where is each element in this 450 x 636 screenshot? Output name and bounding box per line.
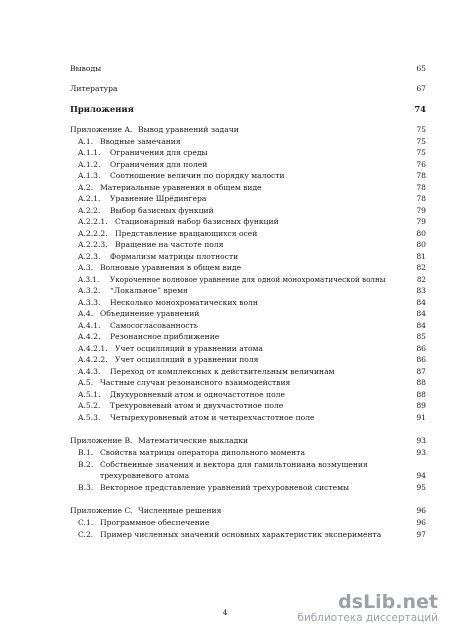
toc-entry-title: Объединение уравнений <box>100 309 200 318</box>
toc-entry-number: B.1. <box>78 448 94 457</box>
toc-entry-title: Укороченное волновое уравнение для одной монохроматической волны <box>110 275 386 284</box>
toc-entry-number: A.5. <box>78 378 94 387</box>
toc-entry-title: Четырехуровневый атом и четырехчастотное поле <box>110 413 315 422</box>
toc-entry-page: 96 <box>416 518 426 527</box>
toc-entry-number: A.4.1. <box>78 321 101 330</box>
toc-entry-number: A.1.3. <box>78 171 101 180</box>
toc-entry-number: A.4.3. <box>78 367 101 376</box>
toc-entry-number: A.1.2. <box>78 160 101 169</box>
toc-entry-number: A.4.2. <box>78 332 101 341</box>
toc-entry-number: A.2.2.2. <box>78 229 108 238</box>
toc-entry-number: A.2.2. <box>78 206 101 215</box>
page-number: 4 <box>222 608 228 617</box>
toc-entry-title: Вращение на частоте поля <box>115 240 224 249</box>
toc-entry-title: Вводные замечания <box>100 137 181 146</box>
toc-entry-page: 76 <box>416 160 426 169</box>
toc-entry <box>0 320 450 331</box>
toc-entry-page: 82 <box>416 275 426 284</box>
toc-entry-number: A.1.1. <box>78 148 101 157</box>
toc-entry-number: C.1. <box>78 518 94 527</box>
toc-entry <box>0 447 450 458</box>
toc-entry-page: 84 <box>416 309 426 318</box>
toc-entry <box>0 182 450 193</box>
toc-entry-title: Волновые уравнения в общем виде <box>100 263 242 272</box>
toc-entry-page: 95 <box>416 483 426 492</box>
toc-entry-page: 93 <box>416 448 426 457</box>
toc-entry <box>0 354 450 365</box>
toc-entry <box>0 170 450 181</box>
toc-entry-page: 86 <box>416 355 426 364</box>
toc-entry-page: 65 <box>416 64 426 73</box>
toc-entry <box>0 147 450 158</box>
toc-entry-page: 96 <box>416 506 426 515</box>
toc-entry-title: Выводы <box>70 64 102 73</box>
toc-entry-number: A.4.2.2. <box>78 355 108 364</box>
toc-entry-page: 67 <box>416 84 426 93</box>
toc-entry-number: A.3.1. <box>78 275 100 284</box>
toc-entry-title: Выбор базисных функций <box>110 206 214 215</box>
toc-entry-title: Представление вращающихся осей <box>115 229 258 238</box>
toc-entry <box>0 400 450 411</box>
toc-entry-title: Уравнение Шрёдингера <box>110 194 207 203</box>
toc-entry-page: 78 <box>416 194 426 203</box>
toc-entry-title: Программное обеспечение <box>100 518 210 527</box>
toc-entry-number: A.5.3. <box>78 413 101 422</box>
toc-entry-title: Ограничения для полей <box>110 160 208 169</box>
toc-entry <box>0 262 450 273</box>
toc-entry-title: “Локальное” время <box>110 286 188 295</box>
toc-entry <box>0 159 450 170</box>
watermark-logo: dsLib.net <box>338 591 438 613</box>
toc-entry-title: Стационарный набор базисных функций <box>115 217 279 226</box>
toc-entry-number: C.2. <box>78 530 94 539</box>
toc-entry <box>0 529 450 540</box>
toc-entry-title: Численные решения <box>138 506 222 515</box>
toc-entry-page: 74 <box>414 104 426 114</box>
toc-entry-number: A.2.2.1. <box>78 217 108 226</box>
toc-entry-page: 80 <box>416 229 426 238</box>
toc-entry-title: Несколько монохроматических волн <box>110 298 258 307</box>
toc-entry-number: A.3.2. <box>78 286 101 295</box>
toc-entry <box>0 124 450 135</box>
toc-entry <box>0 285 450 296</box>
toc-entry-title: Переход от комплексных к действительным величинам <box>110 367 335 376</box>
toc-entry <box>0 482 450 493</box>
toc-entry <box>0 366 450 377</box>
toc-entry-title: Учет осцилляций в уравнении атома <box>115 344 263 353</box>
toc-entry <box>0 83 450 94</box>
toc-entry-page: 81 <box>416 252 426 261</box>
toc-entry-title: Частные случаи резонансного взаимодействия <box>100 378 291 387</box>
toc-entry-number: B.2. <box>78 460 94 469</box>
toc-entry-page: 78 <box>416 183 426 192</box>
watermark <box>297 592 438 624</box>
toc-entry-number: A.5.2. <box>78 401 101 410</box>
toc-entry <box>0 216 450 227</box>
toc-entry-number: Приложение B. <box>70 436 133 445</box>
toc-entry <box>0 505 450 516</box>
toc-entry-page: 78 <box>416 171 426 180</box>
toc-entry-title: трехуровневого атома <box>100 471 190 480</box>
toc-entry-page: 82 <box>416 263 426 272</box>
toc-entry-number: A.2.1. <box>78 194 101 203</box>
toc-entry <box>0 274 450 285</box>
toc-entry-title: Свойства матрицы оператора дипольного момента <box>100 448 305 457</box>
toc-entry-page: 75 <box>416 137 426 146</box>
toc-entry <box>0 63 450 74</box>
toc-entry-page: 94 <box>416 471 426 480</box>
toc-entry-number: A.5.1. <box>78 390 101 399</box>
toc-entry-number: A.2. <box>78 183 94 192</box>
toc-entry <box>0 136 450 147</box>
toc-entry-number: A.2.3. <box>78 252 101 261</box>
toc-entry <box>0 239 450 250</box>
toc-entry-title: Собственные значения и вектора для гамильтониана возмущения <box>100 460 368 469</box>
toc-entry-title: Резонансное приближение <box>110 332 220 341</box>
toc-entry-number: A.1. <box>78 137 94 146</box>
toc-entry <box>0 389 450 400</box>
toc-entry <box>0 331 450 342</box>
toc-entry <box>0 297 450 308</box>
toc-entry <box>0 308 450 319</box>
toc-entry-title: Самосогласованность <box>110 321 198 330</box>
toc-entry-page: 75 <box>416 148 426 157</box>
toc-entry <box>0 459 450 470</box>
toc-entry-number: A.3.3. <box>78 298 101 307</box>
toc-entry <box>0 193 450 204</box>
toc-entry-page: 79 <box>416 206 426 215</box>
toc-entry-title: Формализм матрицы плотности <box>110 252 239 261</box>
toc-entry-page: 84 <box>416 321 426 330</box>
toc-entry-page: 93 <box>416 436 426 445</box>
toc-entry <box>0 205 450 216</box>
toc-entry-number: Приложение C. <box>70 506 133 515</box>
toc-entry-title: Соотношение величин по порядку малости <box>110 171 285 180</box>
toc-entry-page: 75 <box>416 125 426 134</box>
toc-entry-page: 80 <box>416 240 426 249</box>
toc-entry-number: A.2.2.3. <box>78 240 108 249</box>
toc-entry-title: Математические выкладки <box>138 436 249 445</box>
toc-entry-title: Трехуровневый атом и двухчастотное поле <box>110 401 284 410</box>
toc-entry-title: Двухуровневый атом и одночастотное поле <box>110 390 285 399</box>
toc-entry-page: 79 <box>416 217 426 226</box>
toc-entry-page: 97 <box>416 530 426 539</box>
toc-entry-page: 85 <box>416 332 426 341</box>
toc-entry-number: A.3. <box>78 263 94 272</box>
toc-entry <box>0 517 450 528</box>
toc-entry-title: Материальные уравнения в общем виде <box>100 183 262 192</box>
toc-entry-title: Приложения <box>70 104 134 114</box>
toc-entry-continuation <box>0 470 450 481</box>
toc-entry-title: Пример численных значений основных характеристик эксперимента <box>100 530 382 539</box>
watermark-subtitle: библиотека диссертаций <box>297 612 438 624</box>
toc-entry-page: 89 <box>416 401 426 410</box>
toc-entry-page: 88 <box>416 390 426 399</box>
toc-entry <box>0 343 450 354</box>
toc-entry <box>0 435 450 446</box>
toc-entry <box>0 228 450 239</box>
toc-entry-title: Учет осцилляций в уравнении поля <box>115 355 259 364</box>
toc-entry-page: 84 <box>416 298 426 307</box>
toc-entry-title: Векторное представление уравнений трехуровневой системы <box>100 483 350 492</box>
toc-entry-page: 86 <box>416 344 426 353</box>
toc-entry-title: Ограничения для среды <box>110 148 208 157</box>
toc-entry-page: 88 <box>416 378 426 387</box>
toc-entry <box>0 377 450 388</box>
toc-entry-number: A.4.2.1. <box>78 344 108 353</box>
toc-section-heading <box>0 104 450 115</box>
toc-entry-number: B.3. <box>78 483 94 492</box>
toc-entry <box>0 251 450 262</box>
toc-entry <box>0 412 450 423</box>
toc-entry-page: 83 <box>416 286 426 295</box>
toc-entry-number: A.4. <box>78 309 94 318</box>
toc-entry-title: Литература <box>70 84 118 93</box>
toc-entry-page: 87 <box>416 367 426 376</box>
toc-entry-title: Вывод уравнений задачи <box>138 125 239 134</box>
toc-entry-number: Приложение A. <box>70 125 133 134</box>
toc-entry-page: 91 <box>416 413 426 422</box>
